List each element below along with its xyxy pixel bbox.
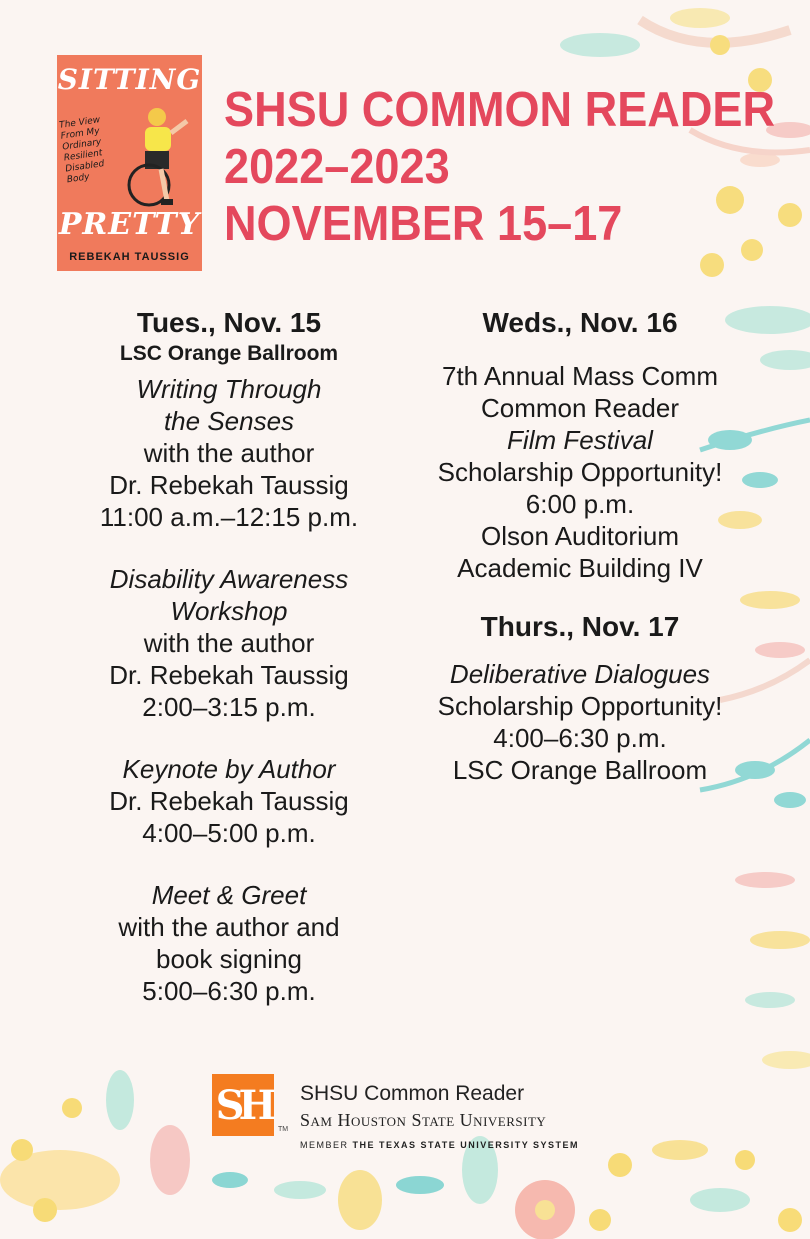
title-line-3: NOVEMBER 15–17 bbox=[224, 197, 623, 251]
event-deliberative-dialogues bbox=[410, 658, 750, 786]
book-subtitle: The View From My Ordinary Resilient Disabled Body bbox=[58, 115, 105, 186]
event-writing-through-senses bbox=[70, 373, 388, 533]
title-line-1: SHSU COMMON READER bbox=[224, 83, 776, 137]
venue: LSC Orange Ballroom bbox=[119, 342, 339, 365]
book-author: REBEKAH TAUSSIG bbox=[69, 251, 190, 263]
event-detail: with the author bbox=[143, 438, 315, 468]
author-illustration bbox=[127, 103, 197, 213]
footer-university: Sam Houston State University bbox=[300, 1110, 547, 1130]
day-heading: Tues., Nov. 15 bbox=[136, 307, 322, 338]
event-detail: 7th Annual Mass Comm bbox=[441, 361, 718, 391]
book-cover bbox=[57, 55, 202, 271]
event-title-cont: Workshop bbox=[170, 596, 288, 626]
event-time: 4:00–5:00 p.m. bbox=[142, 818, 316, 848]
event-detail: book signing bbox=[156, 944, 302, 974]
event-detail: with the author and bbox=[118, 912, 340, 942]
event-title: Disability Awareness bbox=[109, 564, 349, 594]
footer-program: SHSU Common Reader bbox=[300, 1082, 525, 1105]
trademark: TM bbox=[278, 1126, 289, 1133]
event-location: LSC Orange Ballroom bbox=[452, 755, 708, 785]
footer-system-name: THE TEXAS STATE UNIVERSITY SYSTEM bbox=[352, 1140, 580, 1150]
event-film-festival bbox=[410, 360, 750, 584]
event-title: Keynote by Author bbox=[122, 754, 336, 784]
event-detail: Common Reader bbox=[481, 393, 679, 423]
day-heading: Weds., Nov. 16 bbox=[482, 307, 678, 338]
event-title: Writing Through bbox=[136, 374, 322, 404]
event-disability-workshop bbox=[70, 563, 388, 723]
event-time: 6:00 p.m. bbox=[525, 489, 635, 519]
event-detail: with the author bbox=[143, 628, 315, 658]
page-title bbox=[224, 82, 775, 253]
book-title-bottom: PRETTY bbox=[58, 207, 201, 242]
event-detail: Dr. Rebekah Taussig bbox=[109, 470, 349, 500]
event-detail: Dr. Rebekah Taussig bbox=[109, 786, 349, 816]
title-line-2: 2022–2023 bbox=[224, 140, 450, 194]
event-detail: Dr. Rebekah Taussig bbox=[109, 660, 349, 690]
day-heading: Thurs., Nov. 17 bbox=[480, 611, 680, 642]
footer-system bbox=[300, 1140, 579, 1150]
event-detail: Scholarship Opportunity! bbox=[437, 457, 723, 487]
event-title: Deliberative Dialogues bbox=[449, 659, 711, 689]
wed-thu-schedule bbox=[410, 306, 750, 786]
event-location: Olson Auditorium bbox=[481, 521, 679, 551]
tuesday-schedule bbox=[70, 306, 388, 1037]
footer-member: MEMBER bbox=[300, 1140, 349, 1150]
event-time: 5:00–6:30 p.m. bbox=[142, 976, 316, 1006]
event-time: 11:00 a.m.–12:15 p.m. bbox=[99, 502, 359, 532]
event-title: Meet & Greet bbox=[151, 880, 307, 910]
shsu-logo: SH bbox=[212, 1074, 274, 1136]
event-keynote bbox=[70, 753, 388, 849]
event-time: 4:00–6:30 p.m. bbox=[493, 723, 667, 753]
event-time: 2:00–3:15 p.m. bbox=[142, 692, 316, 722]
event-detail: Scholarship Opportunity! bbox=[437, 691, 723, 721]
event-location: Academic Building IV bbox=[457, 553, 703, 583]
event-meet-greet bbox=[70, 879, 388, 1007]
event-title: Film Festival bbox=[507, 425, 653, 455]
book-title-top: SITTING bbox=[57, 63, 202, 96]
event-title-cont: the Senses bbox=[163, 406, 295, 436]
